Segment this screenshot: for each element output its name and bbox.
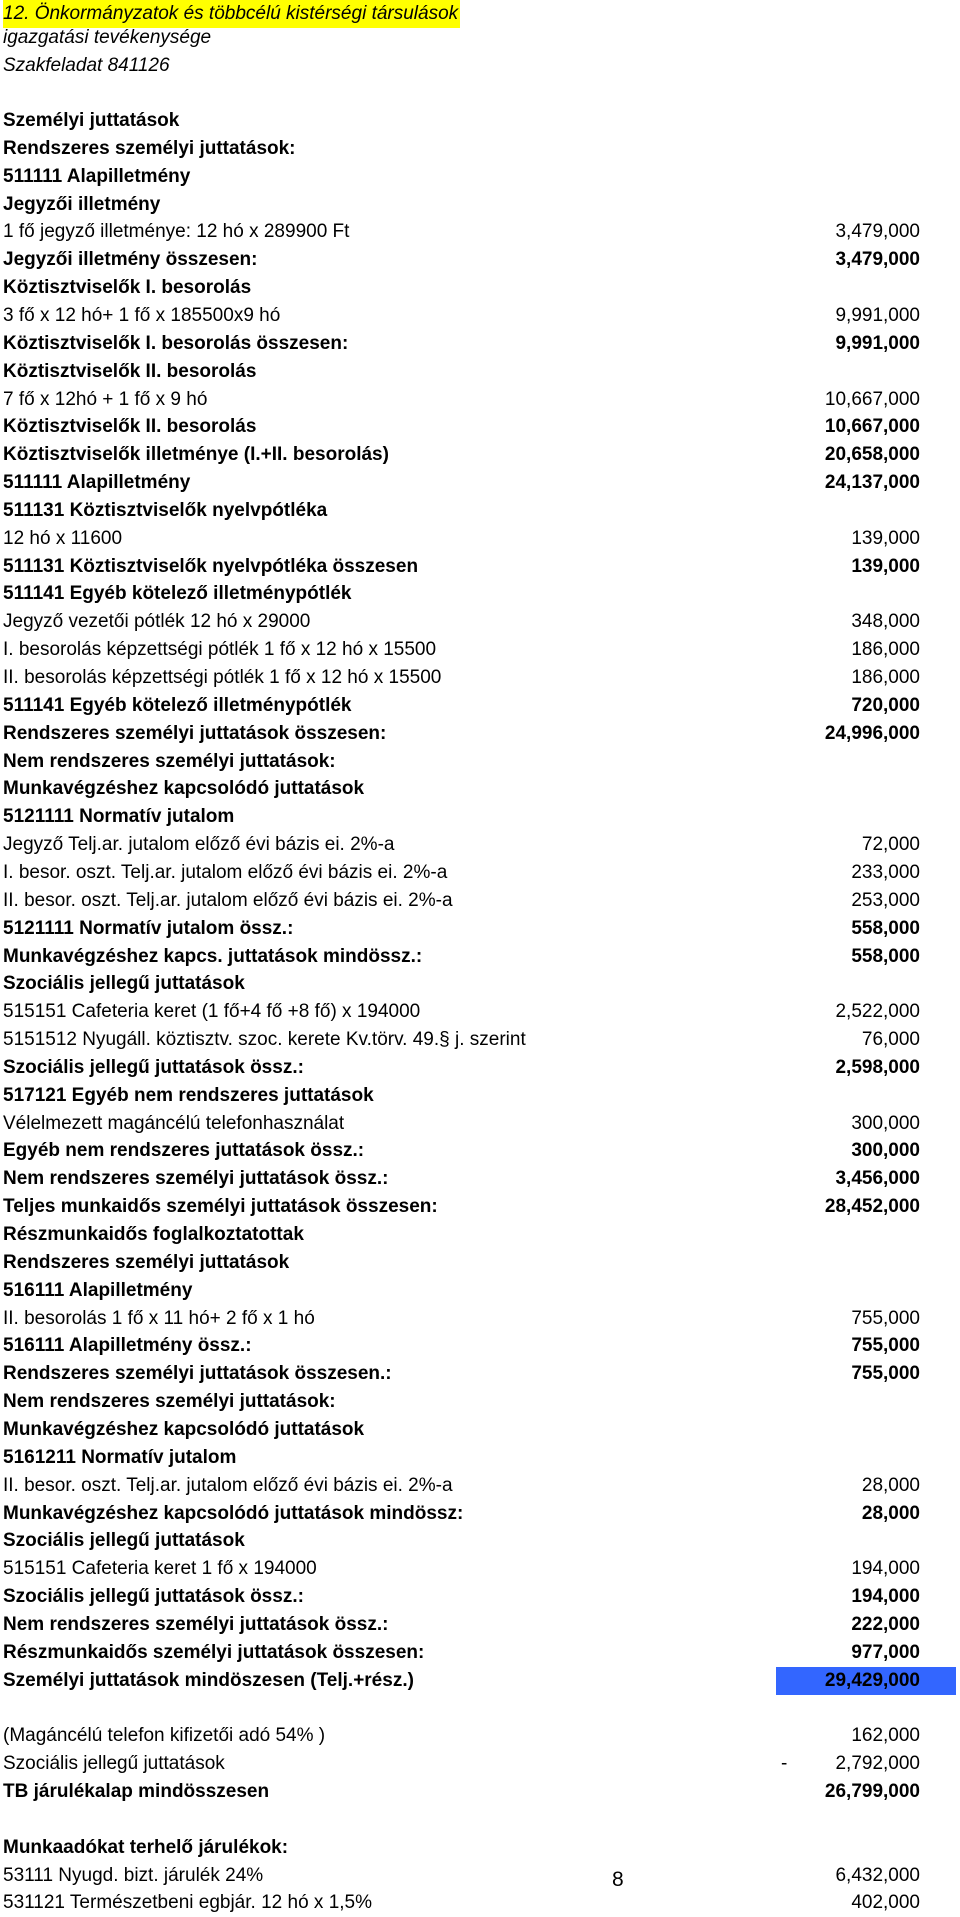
table-row — [0, 163, 960, 191]
row-label: 531121 Természetbeni egbjár. 12 hó x 1,5% — [3, 1892, 372, 1914]
document-subtitle-row — [0, 24, 960, 52]
table-row — [0, 1416, 960, 1444]
row-label: Jegyző vezetői pótlék 12 hó x 29000 — [3, 611, 311, 633]
table-row — [0, 1054, 960, 1082]
row-value: 194,000 — [851, 1586, 920, 1608]
row-label: I. besor. oszt. Telj.ar. jutalom előző évi bázis ei. 2%-a — [3, 861, 448, 883]
table-row — [0, 1082, 960, 1110]
row-label: Nem rendszeres személyi juttatások össz.: — [3, 1613, 389, 1635]
row-label: Munkavégzéshez kapcs. juttatások mindössz.: — [3, 945, 423, 967]
table-row — [0, 1667, 960, 1695]
row-value: 3,456,000 — [835, 1168, 920, 1190]
row-label: 511131 Köztisztviselők nyelvpótléka — [3, 499, 328, 521]
row-label: Munkavégzéshez kapcsolódó juttatások — [3, 1418, 365, 1440]
page-number: 8 — [612, 1868, 624, 1891]
row-label: 511131 Köztisztviselők nyelvpótléka összesen — [3, 555, 419, 577]
row-label: 12 hó x 11600 — [3, 527, 123, 549]
table-row — [0, 998, 960, 1026]
row-label: Vélelmezett magáncélú telefonhasználat — [3, 1112, 345, 1134]
row-label: Rendszeres személyi juttatások: — [3, 137, 296, 159]
row-value: 755,000 — [851, 1335, 920, 1357]
table-row — [0, 1332, 960, 1360]
row-label: II. besorolás 1 fő x 11 hó+ 2 fő x 1 hó — [3, 1307, 315, 1329]
row-label: 515151 Cafeteria keret (1 fő+4 fő +8 fő) x 194000 — [3, 1001, 421, 1023]
table-row — [0, 580, 960, 608]
table-row — [0, 1305, 960, 1333]
row-value: 72,000 — [861, 834, 920, 856]
table-row — [0, 1500, 960, 1528]
table-row — [0, 887, 960, 915]
row-value: 24,996,000 — [824, 722, 920, 744]
table-row — [0, 636, 960, 664]
table-row — [0, 970, 960, 998]
row-value: 2,598,000 — [835, 1056, 920, 1078]
row-label: Munkaadókat terhelő járulékok: — [3, 1836, 289, 1858]
row-label: Jegyzői illetmény összesen: — [3, 249, 258, 271]
row-label: II. besor. oszt. Telj.ar. jutalom előző évi bázis ei. 2%-a — [3, 1474, 453, 1496]
row-value: 348,000 — [851, 611, 920, 633]
document-title: 12. Önkormányzatok és többcélú kistérségi társulások — [3, 0, 460, 28]
row-label: Nem rendszeres személyi juttatások: — [3, 750, 336, 772]
table-row — [0, 358, 960, 386]
row-label: Részmunkaidős személyi juttatások összesen: — [3, 1641, 425, 1663]
row-value: 139,000 — [851, 555, 920, 577]
row-label: Köztisztviselők I. besorolás — [3, 277, 252, 299]
table-row — [0, 107, 960, 135]
row-label: Személyi juttatások — [3, 110, 180, 131]
row-label: Szociális jellegű juttatások — [3, 1530, 245, 1552]
table-row — [0, 775, 960, 803]
row-label: Nem rendszeres személyi juttatások: — [3, 1391, 336, 1413]
row-label: 3 fő x 12 hó+ 1 fő x 185500x9 hó — [3, 304, 281, 326]
row-value: 28,000 — [861, 1502, 920, 1524]
row-label: II. besorolás képzettségi pótlék 1 fő x 12 hó x 15500 — [3, 667, 442, 688]
row-label: Teljes munkaidős személyi juttatások összesen: — [3, 1196, 438, 1218]
table-row — [0, 1277, 960, 1305]
table-row — [0, 748, 960, 776]
row-label: I. besorolás képzettségi pótlék 1 fő x 12 hó x 15500 — [3, 639, 437, 661]
row-label: Rendszeres személyi juttatások összesen.: — [3, 1363, 392, 1385]
table-row — [0, 1834, 960, 1862]
row-label: Jegyzői illetmény — [3, 193, 161, 215]
row-value: 755,000 — [851, 1363, 920, 1385]
row-label: Köztisztviselők illetménye (I.+II. besorolás) — [3, 444, 389, 466]
row-label: 7 fő x 12hó + 1 fő x 9 hó — [3, 388, 208, 410]
row-value: 10,667,000 — [824, 416, 920, 438]
task-code: Szakfeladat 841126 — [3, 55, 170, 76]
row-label: Köztisztviselők II. besorolás — [3, 416, 257, 438]
table-row — [0, 664, 960, 692]
row-label: Szociális jellegű juttatások össz.: — [3, 1586, 304, 1608]
row-label: 515151 Cafeteria keret 1 fő x 194000 — [3, 1558, 317, 1580]
row-label: (Magáncélú telefon kifizetői adó 54% ) — [3, 1725, 326, 1747]
row-value: 233,000 — [851, 861, 920, 883]
row-label: 1 fő jegyző illetménye: 12 hó x 289900 Ft — [3, 221, 350, 243]
row-label: Rendszeres személyi juttatások összesen: — [3, 722, 387, 744]
row-value: 194,000 — [851, 1558, 920, 1580]
row-value: 558,000 — [851, 917, 920, 939]
row-label: Nem rendszeres személyi juttatások össz.: — [3, 1168, 389, 1190]
table-row — [0, 191, 960, 219]
row-value: 28,452,000 — [824, 1196, 920, 1218]
table-row — [0, 553, 960, 581]
row-label: TB járulékalap mindösszesen — [3, 1781, 270, 1802]
table-row — [0, 525, 960, 553]
table-row — [0, 302, 960, 330]
row-label: 53111 Nyugd. bizt. járulék 24% — [3, 1864, 264, 1886]
table-row — [0, 469, 960, 497]
document-subtitle: igazgatási tevékenysége — [3, 27, 212, 48]
table-row — [0, 135, 960, 163]
table-row — [0, 413, 960, 441]
table-row — [0, 386, 960, 414]
row-value: 76,000 — [861, 1029, 920, 1051]
table-row — [0, 803, 960, 831]
spacer-row — [0, 1694, 960, 1722]
table-row — [0, 441, 960, 469]
table-row — [0, 720, 960, 748]
row-label: Köztisztviselők I. besorolás összesen: — [3, 332, 349, 354]
row-value: 977,000 — [851, 1641, 920, 1663]
table-row — [0, 1527, 960, 1555]
table-row — [0, 1193, 960, 1221]
table-row — [0, 1249, 960, 1277]
table-row — [0, 608, 960, 636]
row-value: 558,000 — [851, 945, 920, 967]
row-label: Jegyző Telj.ar. jutalom előző évi bázis ei. 2%-a — [3, 834, 395, 856]
row-label: Személyi juttatások mindöszesen (Telj.+rész.) — [3, 1669, 414, 1691]
row-value: 20,658,000 — [824, 444, 920, 466]
row-label: 511141 Egyéb kötelező illetménypótlék — [3, 583, 352, 605]
table-row — [0, 1722, 960, 1750]
row-value: 2,792,000 — [835, 1753, 920, 1775]
row-value: 3,479,000 — [835, 249, 920, 271]
table-row — [0, 1555, 960, 1583]
table-row — [0, 1110, 960, 1138]
table-row — [0, 1444, 960, 1472]
table-row — [0, 1026, 960, 1054]
table-row — [0, 246, 960, 274]
row-value: 9,991,000 — [835, 332, 920, 354]
row-label: 516111 Alapilletmény — [3, 1279, 193, 1301]
row-label: Munkavégzéshez kapcsolódó juttatások mindössz: — [3, 1502, 464, 1524]
grand-total-highlight — [776, 1667, 956, 1695]
table-row — [0, 330, 960, 358]
row-value: 29,429,000 — [824, 1669, 920, 1691]
table-row — [0, 1360, 960, 1388]
row-label: Egyéb nem rendszeres juttatások össz.: — [3, 1140, 365, 1162]
row-value: 253,000 — [851, 889, 920, 911]
table-row — [0, 1583, 960, 1611]
row-label: 511111 Alapilletmény — [3, 165, 191, 187]
row-value: 402,000 — [851, 1892, 920, 1914]
table-row — [0, 1221, 960, 1249]
row-label: 517121 Egyéb nem rendszeres juttatások — [3, 1084, 374, 1106]
table-row — [0, 218, 960, 246]
task-code-row — [0, 52, 960, 80]
row-label: 5161211 Normatív jutalom — [3, 1446, 237, 1468]
row-value: 186,000 — [851, 639, 920, 661]
spacer-row — [0, 1806, 960, 1834]
row-value: 139,000 — [851, 527, 920, 549]
row-value: 300,000 — [851, 1112, 920, 1134]
row-value: 755,000 — [851, 1307, 920, 1329]
table-row — [0, 1137, 960, 1165]
row-value: 720,000 — [851, 694, 920, 716]
row-label: Rendszeres személyi juttatások — [3, 1251, 290, 1273]
table-row — [0, 1639, 960, 1667]
row-label: 5121111 Normatív jutalom össz.: — [3, 917, 294, 939]
table-row — [0, 1388, 960, 1416]
row-value: 10,667,000 — [824, 388, 920, 410]
row-label: Szociális jellegű juttatások össz.: — [3, 1056, 304, 1078]
row-value: 2,522,000 — [835, 1001, 920, 1023]
table-row — [0, 1472, 960, 1500]
table-row — [0, 1778, 960, 1806]
row-label: II. besor. oszt. Telj.ar. jutalom előző évi bázis ei. 2%-a — [3, 889, 453, 911]
table-row — [0, 497, 960, 525]
table-row — [0, 943, 960, 971]
table-row — [0, 1750, 960, 1778]
row-value: 26,799,000 — [824, 1781, 920, 1802]
row-label: 5151512 Nyugáll. köztisztv. szoc. kerete Kv.törv. 49.§ j. szerint — [3, 1029, 526, 1051]
row-value: 162,000 — [851, 1725, 920, 1747]
table-row — [0, 692, 960, 720]
row-value: 222,000 — [851, 1613, 920, 1635]
minus-sign: - — [781, 1753, 788, 1775]
row-label: Szociális jellegű juttatások — [3, 1753, 225, 1775]
row-label: Munkavégzéshez kapcsolódó juttatások — [3, 778, 365, 800]
row-label: Részmunkaidős foglalkoztatottak — [3, 1224, 304, 1245]
row-label: Köztisztviselők II. besorolás — [3, 360, 257, 382]
table-row — [0, 1611, 960, 1639]
table-row — [0, 1165, 960, 1193]
row-label: 511111 Alapilletmény — [3, 472, 191, 494]
table-row — [0, 831, 960, 859]
row-value: 28,000 — [861, 1474, 920, 1496]
table-row — [0, 274, 960, 302]
row-value: 3,479,000 — [835, 221, 920, 243]
row-label: 516111 Alapilletmény össz.: — [3, 1335, 252, 1357]
row-value: 300,000 — [851, 1140, 920, 1162]
row-value: 24,137,000 — [824, 472, 920, 494]
row-value: 9,991,000 — [835, 304, 920, 326]
row-label: 511141 Egyéb kötelező illetménypótlék — [3, 694, 352, 716]
row-label: Szociális jellegű juttatások — [3, 973, 245, 995]
row-label: 5121111 Normatív jutalom — [3, 806, 235, 828]
table-row — [0, 915, 960, 943]
row-value: 186,000 — [851, 667, 920, 688]
table-row — [0, 1889, 960, 1917]
table-row — [0, 1862, 960, 1890]
row-value: 6,432,000 — [835, 1864, 920, 1886]
table-row — [0, 859, 960, 887]
